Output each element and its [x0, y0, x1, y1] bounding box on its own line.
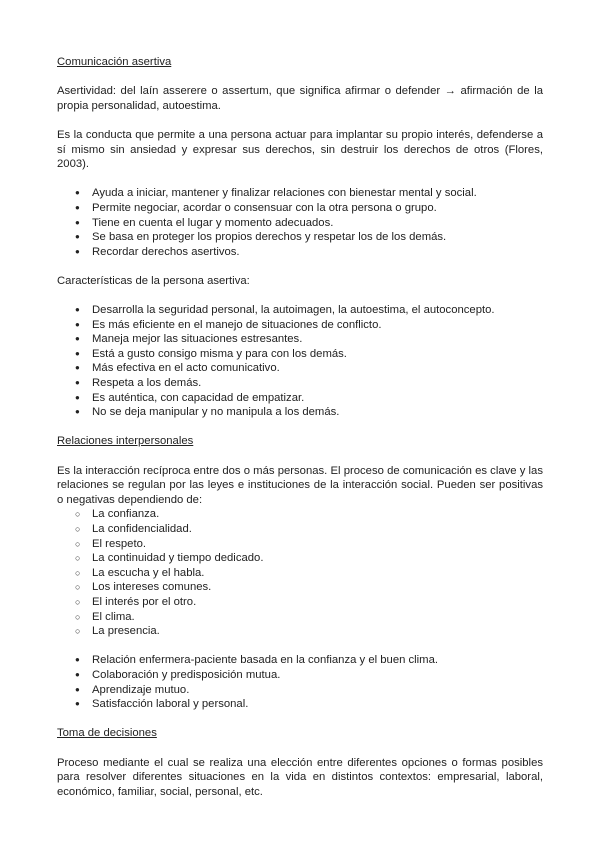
list-item: ● Aprendizaje mutuo. — [57, 683, 543, 698]
list-item: ● Desarrolla la seguridad personal, la autoimagen, la autoestima, el autoconcepto. — [57, 303, 543, 318]
list-item: ○ La continuidad y tiempo dedicado. — [57, 551, 543, 566]
section-title-relaciones: Relaciones interpersonales — [57, 435, 194, 448]
subtitle-caracteristicas: Características de la persona asertiva: — [57, 274, 250, 287]
list-item: ○ La escucha y el habla. — [57, 566, 543, 581]
section-title-comunicacion: Comunicación asertiva — [57, 56, 172, 68]
list-item: ● Permite negociar, acordar o consensuar con la otra persona o grupo. — [57, 201, 543, 216]
paragraph-asertividad: Asertividad: del laín asserere o assertum, que significa afirmar o defender → afirmación de la propia personalidad, autoestima. — [57, 85, 543, 112]
list-item: ● Más efectiva en el acto comunicativo. — [57, 361, 543, 376]
list-item: ● Colaboración y predisposición mutua. — [57, 668, 543, 683]
list-item: ○ El respeto. — [57, 537, 543, 552]
list-asertividad — [57, 186, 543, 259]
list-item: ● Recordar derechos asertivos. — [57, 245, 543, 260]
list-relacion-enfermera — [57, 653, 543, 711]
list-caracteristicas — [57, 303, 543, 420]
paragraph-interaccion: Es la interacción recíproca entre dos o más personas. El proceso de comunicación es clave y las relaciones se regulan por las leyes e instituciones de la interacción social. Pueden ser positivas o negativas dependiendo de: — [57, 464, 543, 506]
list-item: ● Es auténtica, con capacidad de empatizar. — [57, 391, 543, 406]
paragraph-conducta: Es la conducta que permite a una persona actuar para implantar su propio interés, defenderse a sí mismo sin ansiedad y expresar sus derechos, sin destruir los derechos de otros (Flores, 2003). — [57, 128, 543, 171]
list-item: ○ Los intereses comunes. — [57, 580, 543, 595]
list-item: ○ La confianza. — [57, 507, 543, 522]
list-factores — [57, 507, 543, 638]
list-item: ● Está a gusto consigo misma y para con los demás. — [57, 347, 543, 362]
list-item: ● Maneja mejor las situaciones estresantes. — [57, 332, 543, 347]
list-item: ● Relación enfermera-paciente basada en la confianza y el buen clima. — [57, 653, 543, 668]
list-item: ○ El clima. — [57, 610, 543, 625]
list-item: ● Se basa en proteger los propios derechos y respetar los de los demás. — [57, 230, 543, 245]
list-item: ● Respeta a los demás. — [57, 376, 543, 391]
list-item: ● Es más eficiente en el manejo de situaciones de conflicto. — [57, 318, 543, 333]
list-item: ● Ayuda a iniciar, mantener y finalizar relaciones con bienestar mental y social. — [57, 186, 543, 201]
list-item: ● Satisfacción laboral y personal. — [57, 697, 543, 712]
list-item: ● Tiene en cuenta el lugar y momento adecuados. — [57, 216, 543, 231]
list-item: ● No se deja manipular y no manipula a los demás. — [57, 405, 543, 420]
list-item: ○ El interés por el otro. — [57, 595, 543, 610]
list-item: ○ La presencia. — [57, 624, 543, 639]
section-title-decisiones: Toma de decisiones — [57, 727, 157, 740]
paragraph-proceso: Proceso mediante el cual se realiza una elección entre diferentes opciones o formas posibles para resolver diferentes situaciones en la vida en distintos contextos: empresarial, laboral, económico, familiar, social, personal, etc. — [57, 756, 543, 798]
list-item: ○ La confidencialidad. — [57, 522, 543, 537]
document-content — [57, 55, 543, 799]
